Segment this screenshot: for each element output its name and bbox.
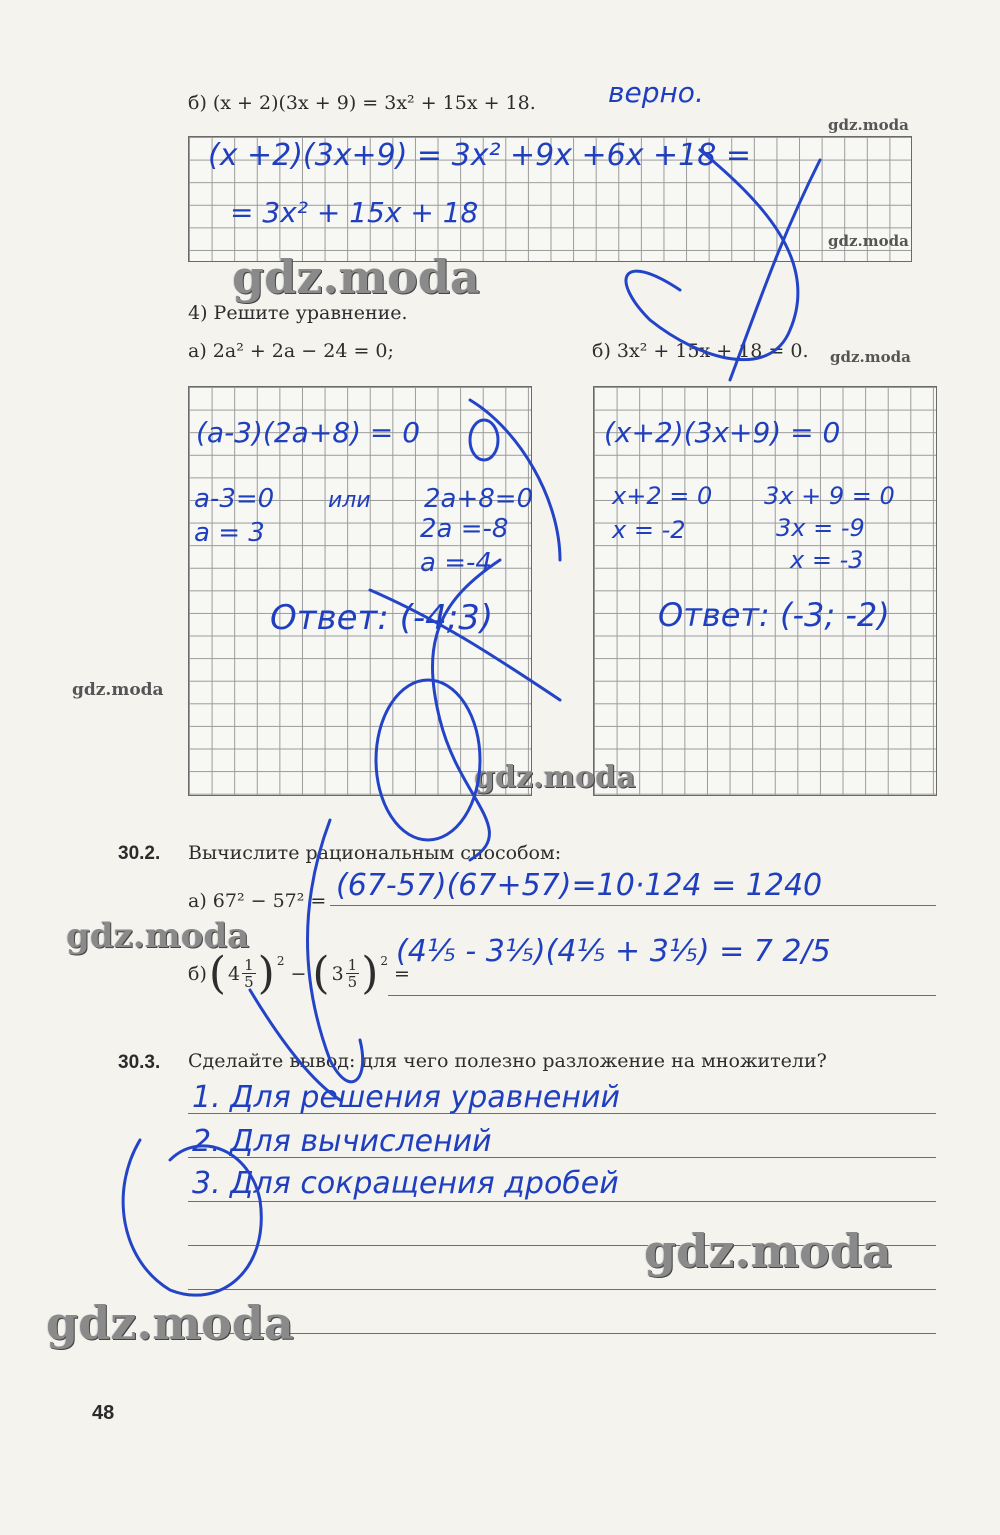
sol-a-line2c: 2a+8=0 xyxy=(424,484,534,514)
task302-b-answer: (4⅕ - 3⅕)(4⅕ + 3⅕) = 7 2/5 xyxy=(396,934,831,969)
check-cross-stroke xyxy=(370,590,560,700)
sol-a-line4: a =-4 xyxy=(420,548,492,578)
sol-b-line3b: 3x = -9 xyxy=(776,514,865,542)
check-stroke-mid xyxy=(470,400,560,560)
zero-circle-mark xyxy=(470,420,498,460)
open-paren: ( xyxy=(208,948,227,999)
part-b-work-line2: = 3x² + 15x + 18 xyxy=(230,196,479,229)
watermark-small: gdz.moda xyxy=(828,232,909,250)
watermark-logo: gdz.moda xyxy=(474,760,636,795)
numerator-2: 1 xyxy=(347,956,358,974)
watermark-logo: gdz.moda xyxy=(66,916,250,956)
task4-a: а) 2a² + 2a − 24 = 0; xyxy=(188,340,394,362)
sol-b-line1: (x+2)(3x+9) = 0 xyxy=(604,416,841,449)
task4-title: 4) Решите уравнение. xyxy=(188,302,408,324)
sol-a-line3b: 2a =-8 xyxy=(420,514,509,544)
task302-b-label: б) xyxy=(188,962,207,985)
check-mark-top xyxy=(626,150,798,360)
sol-a-line3a: a = 3 xyxy=(194,518,265,548)
circle-mark xyxy=(376,680,480,840)
part-b-work-line1: (x +2)(3x+9) = 3x² +9x +6x +18 = xyxy=(208,138,752,173)
part-b-verdict: верно. xyxy=(608,76,704,109)
task303-answer-2: 2. Для вычислений xyxy=(192,1124,492,1159)
minus-sign: − xyxy=(290,962,307,985)
sol-a-line2a: a-3=0 xyxy=(194,484,275,514)
open-paren: ( xyxy=(312,948,330,999)
numerator-1: 1 xyxy=(244,956,254,974)
task4-b: б) 3x² + 15x + 18 = 0. xyxy=(592,340,809,362)
watermark-small: gdz.moda xyxy=(828,116,909,134)
sol-b-line2b: 3x + 9 = 0 xyxy=(764,482,895,510)
check-stroke-lower xyxy=(250,990,340,1100)
watermark-logo: gdz.moda xyxy=(644,1224,892,1278)
watermark-small: gdz.moda xyxy=(72,680,164,700)
watermark-logo: gdz.moda xyxy=(46,1296,294,1350)
sol-b-line2a: x+2 = 0 xyxy=(612,482,713,510)
check-mark-bottom xyxy=(123,1140,261,1295)
task303-answer-1: 1. Для решения уравнений xyxy=(192,1080,620,1115)
mixed-whole-1: 4 xyxy=(228,962,241,985)
sol-b-line3a: x = -2 xyxy=(612,516,686,544)
denominator-2: 5 xyxy=(347,973,358,991)
watermark-logo: gdz.moda xyxy=(232,250,480,304)
task303-answer-3: 3. Для сокращения дробей xyxy=(192,1166,619,1201)
equals-sign: = xyxy=(394,962,410,985)
sol-a-line1: (a-3)(2a+8) = 0 xyxy=(196,416,421,449)
task302-title: Вычислите рациональным способом: xyxy=(188,842,562,864)
task302-number: 30.2. xyxy=(118,843,161,864)
check-stroke-top xyxy=(730,160,820,380)
watermark-small: gdz.moda xyxy=(830,348,911,366)
mixed-whole-2: 3 xyxy=(331,962,344,985)
close-paren: ) xyxy=(257,948,275,999)
denominator-1: 5 xyxy=(244,973,254,991)
close-paren: ) xyxy=(361,948,379,999)
square-exponent: 2 xyxy=(380,953,389,968)
page-number: 48 xyxy=(92,1402,115,1424)
square-exponent: 2 xyxy=(276,953,285,968)
task302-a-answer: (67-57)(67+57)=10·124 = 1240 xyxy=(336,868,823,903)
task303-number: 30.3. xyxy=(118,1052,161,1073)
sol-b-answer: Ответ: (-3; -2) xyxy=(658,596,890,634)
check-mark-lower xyxy=(308,820,363,1082)
task302-a-label: а) 67² − 57² = xyxy=(188,890,327,912)
part-b-statement: б) (x + 2)(3x + 9) = 3x² + 15x + 18. xyxy=(188,92,536,114)
task303-title: Сделайте вывод: для чего полезно разложение на множители? xyxy=(188,1050,827,1072)
sol-a-line2b: или xyxy=(328,488,371,513)
sol-a-answer: Ответ: (-4;3) xyxy=(270,598,494,638)
sol-b-line4: x = -3 xyxy=(790,546,864,574)
